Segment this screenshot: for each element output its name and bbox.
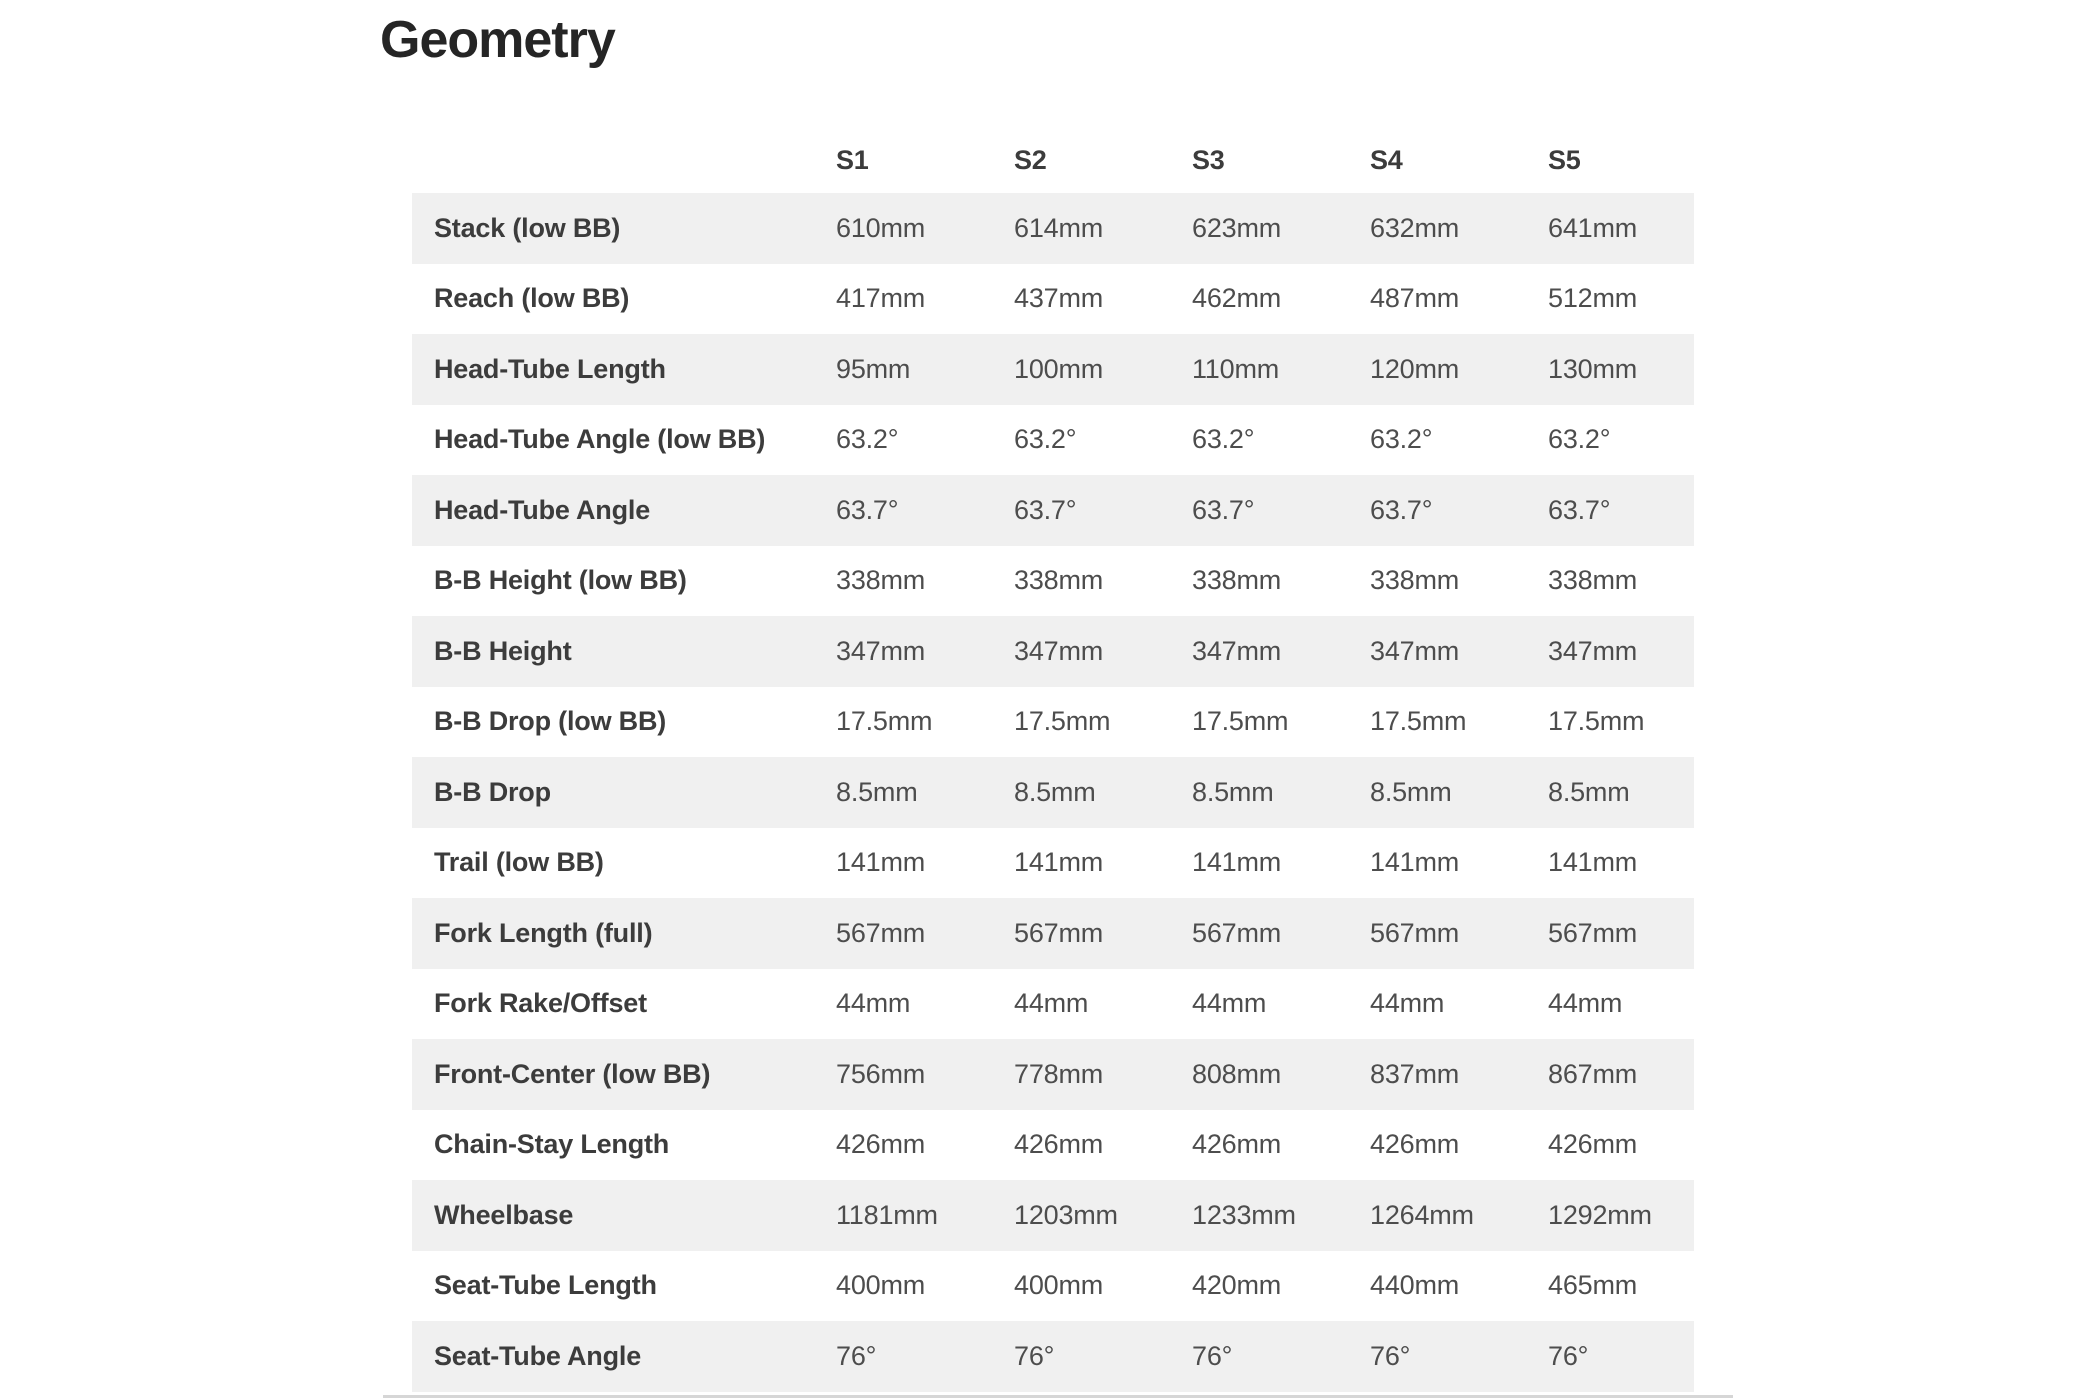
cell-s3: 63.7°: [1192, 494, 1255, 525]
cell-s4: 837mm: [1370, 1058, 1460, 1089]
cell-s2: 347mm: [1014, 635, 1104, 666]
cell-s4: 63.7°: [1370, 494, 1433, 525]
cell-s4: 76°: [1370, 1340, 1411, 1371]
cell-s1: 567mm: [836, 917, 926, 948]
cell-s5: 465mm: [1548, 1270, 1638, 1301]
cell-s1: 8.5mm: [836, 776, 918, 807]
cell-s3: 420mm: [1192, 1270, 1282, 1301]
cell-s4: 426mm: [1370, 1129, 1460, 1160]
cell-s4: 17.5mm: [1370, 706, 1467, 737]
table-row: [412, 475, 1694, 546]
row-label: B-B Height (low BB): [434, 565, 687, 596]
table-row: [412, 1321, 1694, 1392]
cell-s2: 76°: [1014, 1340, 1055, 1371]
row-label: Stack (low BB): [434, 212, 621, 243]
column-header-s4: S4: [1370, 144, 1403, 175]
cell-s5: 426mm: [1548, 1129, 1638, 1160]
page-title: Geometry: [380, 11, 615, 69]
cell-s1: 95mm: [836, 353, 911, 384]
cell-s4: 567mm: [1370, 917, 1460, 948]
cell-s1: 756mm: [836, 1058, 926, 1089]
row-label: Seat-Tube Angle: [434, 1340, 642, 1371]
table-row: [412, 1110, 1694, 1181]
row-label: Head-Tube Angle: [434, 494, 651, 525]
cell-s4: 120mm: [1370, 353, 1460, 384]
table-header-row: [412, 127, 1694, 193]
cell-s1: 63.7°: [836, 494, 899, 525]
column-header-s3: S3: [1192, 144, 1225, 175]
bottom-divider: [383, 1395, 1733, 1398]
row-label: B-B Height: [434, 635, 572, 666]
cell-s3: 462mm: [1192, 283, 1282, 314]
cell-s3: 76°: [1192, 1340, 1233, 1371]
cell-s2: 44mm: [1014, 988, 1089, 1019]
row-label: B-B Drop (low BB): [434, 706, 667, 737]
cell-s5: 1292mm: [1548, 1199, 1652, 1230]
row-label: Head-Tube Angle (low BB): [434, 424, 766, 455]
cell-s5: 338mm: [1548, 565, 1638, 596]
cell-s5: 567mm: [1548, 917, 1638, 948]
row-label: Head-Tube Length: [434, 353, 666, 384]
cell-s1: 17.5mm: [836, 706, 933, 737]
cell-s5: 76°: [1548, 1340, 1589, 1371]
cell-s2: 8.5mm: [1014, 776, 1096, 807]
cell-s5: 130mm: [1548, 353, 1638, 384]
table-row: [412, 334, 1694, 405]
cell-s4: 632mm: [1370, 212, 1460, 243]
cell-s4: 1264mm: [1370, 1199, 1474, 1230]
cell-s5: 141mm: [1548, 847, 1638, 878]
table-row: [412, 687, 1694, 758]
cell-s5: 44mm: [1548, 988, 1623, 1019]
cell-s1: 44mm: [836, 988, 911, 1019]
table-row: [412, 1251, 1694, 1322]
cell-s3: 808mm: [1192, 1058, 1282, 1089]
cell-s2: 338mm: [1014, 565, 1104, 596]
row-label: B-B Drop: [434, 776, 551, 807]
cell-s4: 338mm: [1370, 565, 1460, 596]
row-label: Fork Length (full): [434, 917, 653, 948]
row-label: Chain-Stay Length: [434, 1129, 670, 1160]
cell-s2: 614mm: [1014, 212, 1104, 243]
cell-s1: 400mm: [836, 1270, 926, 1301]
cell-s3: 8.5mm: [1192, 776, 1274, 807]
cell-s3: 567mm: [1192, 917, 1282, 948]
table-row: [412, 1180, 1694, 1251]
cell-s1: 141mm: [836, 847, 926, 878]
cell-s5: 512mm: [1548, 283, 1638, 314]
cell-s4: 347mm: [1370, 635, 1460, 666]
row-label: Trail (low BB): [434, 847, 604, 878]
cell-s4: 8.5mm: [1370, 776, 1452, 807]
cell-s2: 63.7°: [1014, 494, 1077, 525]
cell-s1: 426mm: [836, 1129, 926, 1160]
cell-s2: 426mm: [1014, 1129, 1104, 1160]
table-row: [412, 969, 1694, 1040]
row-label: Fork Rake/Offset: [434, 988, 647, 1019]
cell-s2: 437mm: [1014, 283, 1104, 314]
cell-s3: 63.2°: [1192, 424, 1255, 455]
cell-s4: 440mm: [1370, 1270, 1460, 1301]
cell-s2: 17.5mm: [1014, 706, 1111, 737]
column-header-s5: S5: [1548, 144, 1581, 175]
table-row: [412, 757, 1694, 828]
cell-s4: 44mm: [1370, 988, 1445, 1019]
cell-s1: 338mm: [836, 565, 926, 596]
cell-s3: 44mm: [1192, 988, 1267, 1019]
geometry-table-body: [412, 193, 1694, 1392]
cell-s5: 63.2°: [1548, 424, 1611, 455]
cell-s5: 867mm: [1548, 1058, 1638, 1089]
column-header-s1: S1: [836, 144, 869, 175]
column-header-s2: S2: [1014, 144, 1047, 175]
geometry-table: [412, 127, 1694, 1392]
row-label: Wheelbase: [434, 1199, 574, 1230]
cell-s3: 1233mm: [1192, 1199, 1296, 1230]
cell-s2: 1203mm: [1014, 1199, 1118, 1230]
cell-s3: 426mm: [1192, 1129, 1282, 1160]
cell-s3: 141mm: [1192, 847, 1282, 878]
row-label: Front-Center (low BB): [434, 1058, 711, 1089]
cell-s2: 100mm: [1014, 353, 1104, 384]
cell-s5: 63.7°: [1548, 494, 1611, 525]
cell-s4: 63.2°: [1370, 424, 1433, 455]
cell-s3: 17.5mm: [1192, 706, 1289, 737]
cell-s2: 778mm: [1014, 1058, 1104, 1089]
table-row: [412, 264, 1694, 335]
table-row: [412, 898, 1694, 969]
cell-s3: 623mm: [1192, 212, 1282, 243]
cell-s3: 338mm: [1192, 565, 1282, 596]
cell-s5: 641mm: [1548, 212, 1638, 243]
cell-s1: 347mm: [836, 635, 926, 666]
row-label: Reach (low BB): [434, 283, 630, 314]
table-row: [412, 193, 1694, 264]
table-row: [412, 405, 1694, 476]
cell-s1: 63.2°: [836, 424, 899, 455]
cell-s1: 1181mm: [836, 1199, 938, 1230]
table-row: [412, 1039, 1694, 1110]
cell-s3: 110mm: [1192, 353, 1280, 384]
cell-s1: 610mm: [836, 212, 926, 243]
cell-s2: 63.2°: [1014, 424, 1077, 455]
table-row: [412, 828, 1694, 899]
cell-s4: 487mm: [1370, 283, 1460, 314]
row-label: Seat-Tube Length: [434, 1270, 657, 1301]
cell-s2: 141mm: [1014, 847, 1104, 878]
table-row: [412, 616, 1694, 687]
cell-s5: 17.5mm: [1548, 706, 1645, 737]
cell-s2: 400mm: [1014, 1270, 1104, 1301]
table-row: [412, 546, 1694, 617]
cell-s2: 567mm: [1014, 917, 1104, 948]
cell-s5: 8.5mm: [1548, 776, 1630, 807]
cell-s3: 347mm: [1192, 635, 1282, 666]
cell-s4: 141mm: [1370, 847, 1460, 878]
cell-s1: 417mm: [836, 283, 926, 314]
cell-s1: 76°: [836, 1340, 877, 1371]
cell-s5: 347mm: [1548, 635, 1638, 666]
